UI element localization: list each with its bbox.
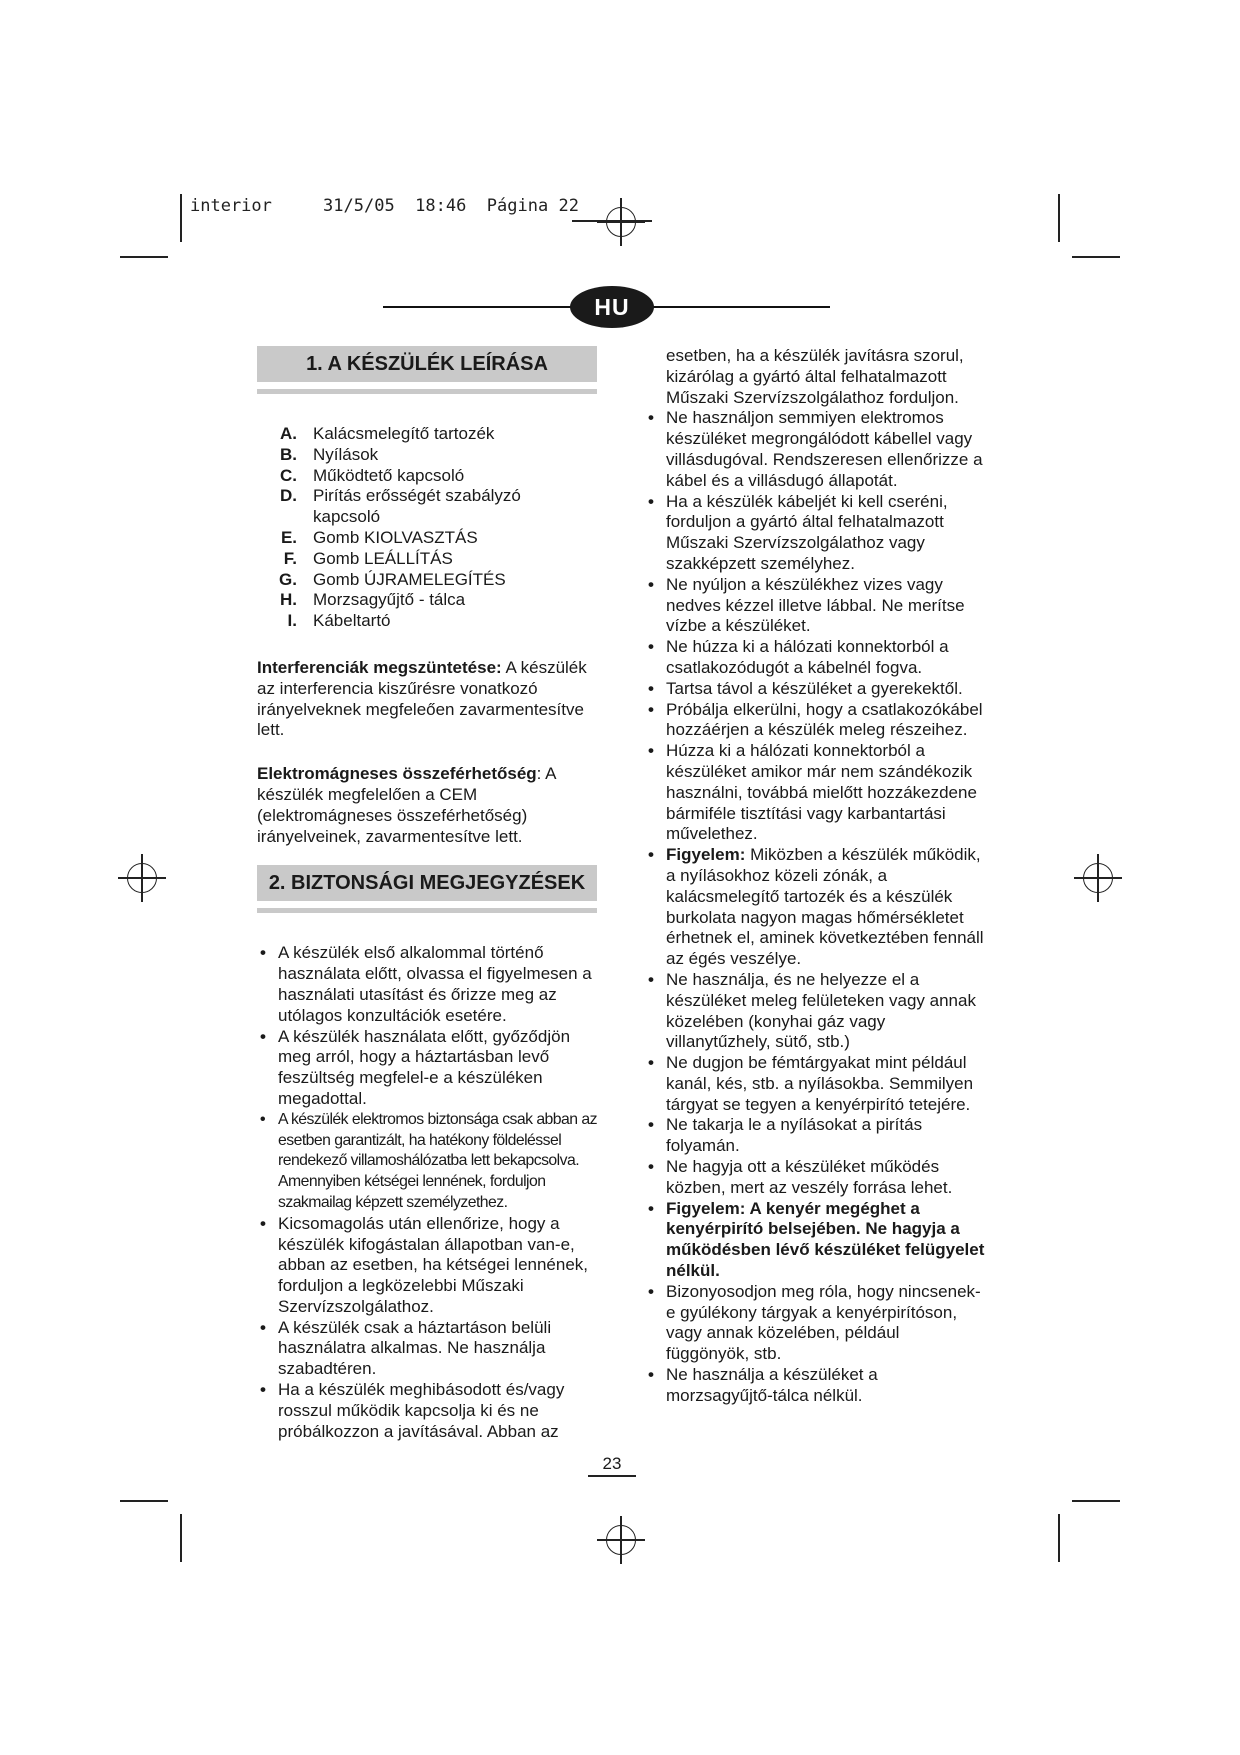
crop-mark (180, 194, 182, 242)
left-column (257, 346, 597, 1442)
registration-mark-bottom (597, 1516, 645, 1564)
header-rule-right (650, 306, 830, 308)
page-number: 23 (602, 1454, 622, 1473)
list-item: • Figyelem: Miközben a készülék működik, a nyílásokhoz közeli zónák, a kalácsmelegítő tartozék és a készülék burkolata nagyon magas hőmérsékletet érhetnek el, aminek következtében fennáll az égés veszélye. (645, 845, 985, 970)
list-item: • Húzza ki a hálózati konnektorból a készüléket amikor már nem szándékozik használni, továbbá mielőtt hozzákezdene bármiféle tisztítási vagy karbantartási művelethez. (645, 741, 985, 845)
list-item: • Kicsomagolás után ellenőrize, hogy a készülék kifogástalan állapotban van-e, abban az esetben, ha kétségei lennének, forduljon a legközelebbi Műszaki Szervízszolgálathoz. (257, 1214, 597, 1318)
section-2-title: 2. BIZTONSÁGI MEGJEGYZÉSEK (257, 865, 597, 907)
list-item: I. Kábeltartó (287, 611, 391, 631)
list-item: • Tartsa távol a készüléket a gyerekektől. (645, 679, 985, 700)
list-item: • Ne használja a készüléket a morzsagyűjtő-tálca nélkül. (645, 1365, 985, 1407)
list-item: • Ne használjon semmiyen elektromos készüléket megrongálódott kábellel vagy villásdugóval. Rendszeresen ellenőrizze a kábel és a villásdugó állapotát. (645, 408, 985, 491)
list-item: • Ne hagyja ott a készüléket működés közben, mert az veszély forrása lehet. (645, 1157, 985, 1199)
list-item: • Ne használja, és ne helyezze el a készüléket meleg felületeken vagy annak közelében (konyhai gáz vagy villanytűzhely, sütő, stb.) (645, 970, 985, 1053)
list-item: C. Működtető kapcsoló (280, 465, 465, 485)
list-item: E. Gomb KIOLVASZTÁS (280, 527, 478, 547)
registration-mark-left (118, 854, 166, 902)
section-1-title: 1. A KÉSZÜLÉK LEÍRÁSA (257, 346, 597, 388)
crop-mark (1072, 1500, 1120, 1502)
list-item: G. Gomb ÚJRAMELEGÍTÉS (279, 569, 506, 589)
crop-mark (120, 256, 168, 258)
emc-note: Elektromágneses összeférhetőség: A készülék megfelelően a CEM (elektromágneses összeférhetőség) irányelveinek, zavarmentesítve lett. (257, 764, 556, 846)
crop-mark (1072, 256, 1120, 258)
list-item: • A készülék használata előtt, győződjön meg arról, hogy a háztartásban levő feszültség megfelel-e a készüléken megadottal. (257, 1027, 597, 1110)
list-item: • Ha a készülék kábeljét ki kell cseréni, forduljon a gyártó által felhatalmazott Műszaki Szervízszolgálathoz vagy szakképzett személyhez. (645, 492, 985, 575)
warning-item: • Figyelem: A kenyér megéghet a kenyérpirító belsejében. Ne hagyja a működésben lévő készüléket felügyelet nélkül. (645, 1199, 985, 1282)
list-item: • A készülék csak a háztartáson belüli használatra alkalmas. Ne használja szabadtéren. (257, 1318, 597, 1380)
continued-text: esetben, ha a készülék javításra szorul, kizárólag a gyártó által felhatalmazott Műszaki Szervízszolgálathoz forduljon. (666, 346, 964, 407)
page-number-underline (588, 1475, 636, 1477)
list-item: • A készülék első alkalommal történő használata előtt, olvassa el figyelmesen a használati utasítást és őrizze meg az utólagos konzultációk esetére. (257, 943, 597, 1026)
list-item: • Bizonyosodjon meg róla, hogy nincsenek-e gyúlékony tárgyak a kenyérpirítóson, vagy annak közelében, például függönyök, stb. (645, 1282, 985, 1365)
list-item: D. Pirítás erősségét szabályzó kapcsoló (280, 486, 521, 527)
list-item: A. Kalácsmelegítő tartozék (280, 424, 495, 443)
header-rule-left (383, 306, 573, 308)
crop-mark (1058, 1514, 1060, 1562)
parts-list (263, 424, 597, 632)
list-item: • A készülék elektromos biztonsága csak abban az esetben garantizált, ha hatékony földeléssel rendekező villamoshálózatba lett bekapcsolva. Amennyiben kétségei lennének, forduljon szakmailag képzett személyzethez. (257, 1110, 597, 1214)
list-item: • Ne nyúljon a készülékhez vizes vagy nedves kézzel illetve lábbal. Ne merítse vízbe a készüléket. (645, 575, 985, 637)
crop-mark (180, 1514, 182, 1562)
list-item: • Ne húzza ki a hálózati konnektorból a csatlakozódugót a kábelnél fogva. (645, 637, 985, 679)
list-item: • Próbálja elkerülni, hogy a csatlakozókábel hozzáérjen a készülék meleg részeihez. (645, 700, 985, 742)
language-badge: HU (570, 286, 654, 328)
crop-mark (1058, 194, 1060, 242)
list-item: • Ne takarja le a nyílásokat a pirítás folyamán. (645, 1115, 985, 1157)
safety-list-right (645, 408, 985, 1406)
list-item: B. Nyílások (280, 444, 379, 464)
safety-list-left (257, 943, 597, 1442)
list-item: F. Gomb LEÁLLÍTÁS (283, 548, 453, 568)
list-item: • Ne dugjon be fémtárgyakat mint például kanál, kés, stb. a nyílásokba. Semmilyen tárgyat se tegyen a kenyérpirító tetejére. (645, 1053, 985, 1115)
registration-mark-top (597, 198, 645, 246)
list-item: H. Morzsagyűjtő - tálca (280, 590, 466, 610)
registration-mark-right (1074, 854, 1122, 902)
interference-note: Interferenciák megszüntetése: A készülék az interferencia kiszűrésre vonatkozó irányelveknek megfeleően zavarmentesítve lett. (257, 657, 587, 740)
crop-mark (120, 1500, 168, 1502)
print-slug: interior 31/5/05 18:46 Página 22 (190, 196, 579, 216)
right-column (645, 346, 985, 1407)
list-item: • Ha a készülék meghibásodott és/vagy rosszul működik kapcsolja ki és ne próbálkozzon a javításával. Abban az (257, 1380, 597, 1442)
